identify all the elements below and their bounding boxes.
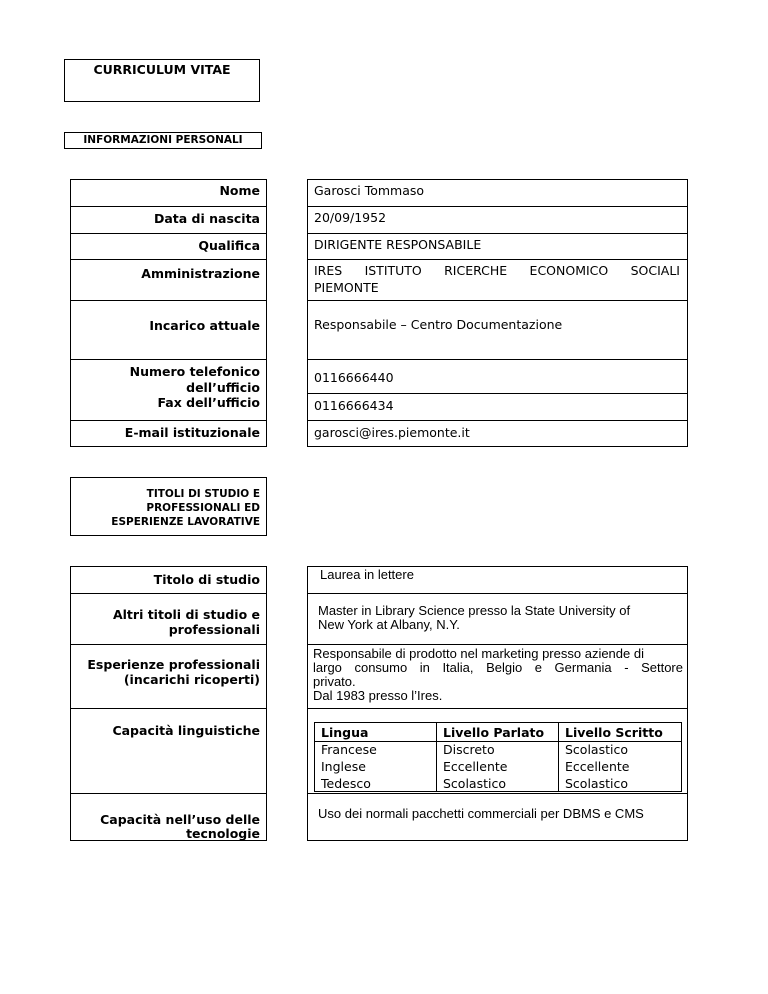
titoli-heading-line: ESPERIENZE LAVORATIVE [111, 516, 260, 528]
telefono-label-line1: Numero telefonico [129, 364, 260, 379]
lingue-cell: Francese [321, 742, 377, 757]
altri-titoli-value-line1: Master in Library Science presso la State University of [318, 603, 631, 618]
lingue-header-scritto: Livello Scritto [565, 725, 663, 740]
lingue-cell: Tedesco [321, 776, 371, 791]
lingue-header-lingua: Lingua [321, 725, 369, 740]
tecnologie-value: Uso dei normali pacchetti commerciali per DBMS e CMS [318, 806, 644, 821]
esperienze-value-line1: Responsabile di prodotto nel marketing presso aziende di [313, 646, 644, 661]
amministrazione-value-line2: PIEMONTE [314, 280, 379, 295]
personal-section-heading: INFORMAZIONI PERSONALI [83, 134, 243, 146]
lingue-cell: Eccellente [565, 759, 630, 774]
email-value: garosci@ires.piemonte.it [314, 425, 470, 440]
amministrazione-word: IRES [314, 263, 343, 278]
esperienze-label-line2: (incarichi ricoperti) [123, 672, 260, 687]
qualifica-value: DIRIGENTE RESPONSABILE [314, 237, 482, 252]
qualifica-label: Qualifica [198, 238, 260, 253]
amministrazione-word: RICERCHE [444, 263, 508, 278]
lingue-cell: Inglese [321, 759, 366, 774]
nome-value: Garosci Tommaso [314, 183, 425, 198]
tecnologie-label-line2: tecnologie [186, 826, 260, 841]
fax-label: Fax dell’ufficio [157, 395, 260, 410]
nascita-label: Data di nascita [153, 211, 260, 226]
titoli-heading-line: PROFESSIONALI ED [146, 502, 260, 514]
titolo-studio-label: Titolo di studio [153, 572, 260, 587]
altri-titoli-value-line2: New York at Albany, N.Y. [318, 617, 460, 632]
nome-label: Nome [219, 183, 260, 198]
titoli-heading-line: TITOLI DI STUDIO E [146, 488, 260, 500]
lingue-header-parlato: Livello Parlato [443, 725, 545, 740]
document-title: CURRICULUM VITAE [93, 62, 231, 77]
amministrazione-value-line1 [314, 263, 680, 279]
lingue-cell: Discreto [443, 742, 495, 757]
lingue-cell: Scolastico [565, 742, 628, 757]
amministrazione-word: SOCIALI [630, 263, 680, 278]
fax-value: 0116666434 [314, 398, 394, 413]
lingue-cell: Scolastico [565, 776, 628, 791]
titoli-section-heading [70, 487, 260, 529]
lingue-label: Capacità linguistiche [112, 723, 260, 738]
altri-titoli-label-line2: professionali [168, 622, 260, 637]
lingue-cell: Scolastico [443, 776, 506, 791]
esperienze-value-line2: largo consumo in Italia, Belgio e Germania - Settore [313, 660, 683, 675]
titolo-studio-value: Laurea in lettere [320, 567, 414, 582]
lingue-cell: Eccellente [443, 759, 508, 774]
email-label: E-mail istituzionale [124, 425, 260, 440]
telefono-value: 0116666440 [314, 370, 394, 385]
esperienze-value-line4: Dal 1983 presso l’Ires. [313, 688, 443, 703]
esperienze-value-line3: privato. [313, 674, 356, 689]
amministrazione-word: ECONOMICO [529, 263, 609, 278]
amministrazione-word: ISTITUTO [364, 263, 422, 278]
nascita-value: 20/09/1952 [314, 210, 387, 225]
amministrazione-label: Amministrazione [141, 266, 260, 281]
incarico-value: Responsabile – Centro Documentazione [314, 317, 563, 332]
esperienze-label-line1: Esperienze professionali [87, 657, 260, 672]
telefono-label-line2: dell’ufficio [186, 380, 260, 395]
tecnologie-label-line1: Capacità nell’uso delle [100, 812, 260, 827]
incarico-label: Incarico attuale [149, 318, 260, 333]
altri-titoli-label-line1: Altri titoli di studio e [112, 607, 260, 622]
